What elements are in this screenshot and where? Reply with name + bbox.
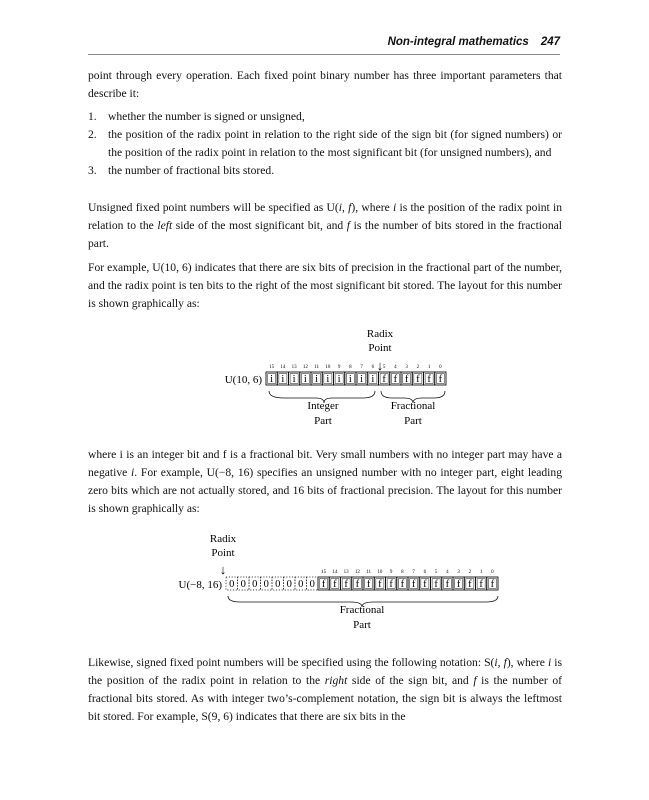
bit-index-label: 2 — [468, 570, 472, 575]
bit-cell: i — [270, 373, 274, 385]
bit-index-label: 7 — [412, 570, 415, 575]
bit-index-row — [321, 570, 494, 575]
bit-index-label: 15 — [269, 365, 275, 370]
integer-part-label-2: Part — [314, 415, 332, 427]
bit-cell: f — [400, 578, 405, 590]
bit-index-label: 5 — [434, 570, 438, 575]
bit-index-label: 4 — [446, 570, 449, 575]
bit-cell: i — [326, 373, 330, 385]
bit-cell: f — [411, 578, 416, 590]
paragraph-negative-i: where i is an integer bit and f is a fractional bit. Very small numbers with no integer part may have a negative i. For example, U(−8, 16) specifies an unsigned number with no integer part, eight leading zero bits which are not actually stored, and 16 bits of fractional precision. The layout for this number is shown graphically as: — [88, 448, 562, 515]
bit-index-label: 1 — [427, 365, 431, 370]
figure-u-8-16 — [0, 530, 649, 635]
bit-index-label: 1 — [479, 570, 483, 575]
figure-u10-6 — [0, 320, 649, 430]
leading-zero-cells — [226, 577, 318, 590]
bit-cell: f — [490, 578, 495, 590]
bit-index-label: 8 — [349, 365, 352, 370]
format-label: U(−8, 16) — [178, 579, 222, 591]
list-item: 3. the number of fractional bits stored. — [88, 164, 275, 177]
paragraph-example-u10-6: For example, U(10, 6) indicates that there are six bits of precision in the fractional part of the number, and the radix point is ten bits to the right of the most significant bit stored. The layout for this number is shown graphically as: — [88, 261, 562, 310]
bit-cell: f — [378, 578, 382, 590]
bit-index-label: 3 — [457, 570, 460, 575]
zero-bit-cell: 0 — [309, 578, 315, 590]
bit-cell: i — [348, 373, 352, 385]
bit-index-label: 4 — [394, 365, 397, 370]
radix-arrow: ↓ — [219, 562, 227, 577]
bit-cell: f — [456, 578, 461, 590]
integer-part-label-1: Integer — [307, 400, 339, 412]
list-item: 2. the position of the radix point in relation to the right side of the sign bit (for signed numbers) or the position of the radix point in relation to the most significant bit (for unsigned numbers), and — [88, 128, 562, 159]
bit-cell: i — [360, 373, 364, 385]
zero-bit-cell: 0 — [252, 578, 258, 590]
radix-label: Radix — [209, 533, 237, 545]
bit-index-label: 5 — [382, 365, 386, 370]
point-label: Point — [211, 547, 235, 559]
bit-cell: i — [315, 373, 319, 385]
bit-cell: f — [445, 578, 450, 590]
bit-cell: f — [427, 373, 431, 385]
bit-index-label: 8 — [401, 570, 404, 575]
bit-index-label: 12 — [354, 570, 360, 575]
bit-cell: i — [371, 373, 375, 385]
bit-cell: f — [344, 578, 348, 590]
bit-cell: f — [389, 578, 393, 590]
bit-cell: f — [468, 578, 472, 590]
bit-cell: i — [292, 373, 296, 385]
bit-cells — [318, 577, 498, 590]
zero-bit-cell: 0 — [229, 578, 235, 590]
bit-cell: f — [321, 578, 326, 590]
running-header — [88, 36, 560, 55]
bit-index-label: 7 — [360, 365, 363, 370]
bit-cell: i — [281, 373, 285, 385]
bit-cell: f — [382, 373, 386, 385]
bit-index-label: 15 — [321, 570, 327, 575]
bit-cell: f — [393, 373, 398, 385]
bit-index-label: 10 — [325, 365, 331, 370]
bit-index-label: 6 — [423, 570, 427, 575]
bit-index-label: 13 — [343, 570, 349, 575]
bit-index-label: 3 — [405, 365, 408, 370]
fractional-part-label-2: Part — [404, 415, 422, 427]
format-label: U(10, 6) — [224, 374, 262, 386]
zero-bit-cell: 0 — [275, 578, 281, 590]
bit-cell: i — [303, 373, 307, 385]
bit-cell: f — [333, 578, 337, 590]
zero-bit-cell: 0 — [298, 578, 304, 590]
bit-index-label: 11 — [366, 570, 372, 575]
parameter-list — [88, 108, 562, 180]
bit-index-label: 6 — [371, 365, 375, 370]
bit-cell: f — [366, 578, 371, 590]
bit-cell: f — [423, 578, 427, 590]
bit-index-row — [269, 365, 442, 370]
bit-index-label: 2 — [416, 365, 420, 370]
bit-index-label: 13 — [291, 365, 297, 370]
radix-arrow: ↓ — [376, 358, 384, 373]
header-title: Non-integral mathematics — [387, 36, 529, 48]
paragraph-signed: Likewise, signed fixed point numbers will be specified using the following notation: S(i, f), where i is the position of the radix point in relation to the right side of the sign bit, and f is the number of fractional bits stored. As with integer two’s-complement notation, the sign bit is always the leftmost bit stored. For example, S(9, 6) indicates that there are six bits in the — [88, 656, 562, 723]
bit-index-label: 10 — [377, 570, 383, 575]
zero-bit-cell: 0 — [263, 578, 269, 590]
paragraph-unsigned: Unsigned fixed point numbers will be specified as U(i, f), where i is the position of the radix point in relation to the left side of the most significant bit, and f is the number of bits stored in the fractional part. — [88, 201, 562, 250]
zero-bit-cell: 0 — [240, 578, 246, 590]
radix-label: Radix — [366, 328, 394, 340]
bit-index-label: 12 — [302, 365, 308, 370]
fractional-part-label-2: Part — [353, 619, 371, 631]
bit-index-label: 0 — [439, 365, 442, 370]
bit-index-label: 14 — [332, 570, 338, 575]
bit-index-label: 0 — [491, 570, 494, 575]
bit-index-label: 9 — [337, 365, 341, 370]
zero-bit-cell: 0 — [286, 578, 292, 590]
bit-index-label: 11 — [314, 365, 320, 370]
bit-cells — [266, 372, 446, 385]
bit-cell: f — [479, 578, 483, 590]
bit-cell: f — [434, 578, 438, 590]
bit-index-label: 9 — [389, 570, 393, 575]
bit-cell: f — [416, 373, 420, 385]
bit-cell: i — [337, 373, 341, 385]
fractional-part-label-1: Fractional — [390, 400, 436, 412]
bit-index-label: 14 — [280, 365, 286, 370]
point-label: Point — [368, 342, 392, 354]
bit-cell: f — [404, 373, 409, 385]
page-number: 247 — [540, 36, 560, 48]
list-item: 1. whether the number is signed or unsigned, — [88, 110, 305, 123]
bit-cell: f — [438, 373, 443, 385]
fractional-part-label-1: Fractional — [339, 604, 385, 616]
paragraph-intro: point through every operation. Each fixed point binary number has three important parameters that describe it: — [88, 69, 562, 100]
bit-cell: f — [355, 578, 360, 590]
